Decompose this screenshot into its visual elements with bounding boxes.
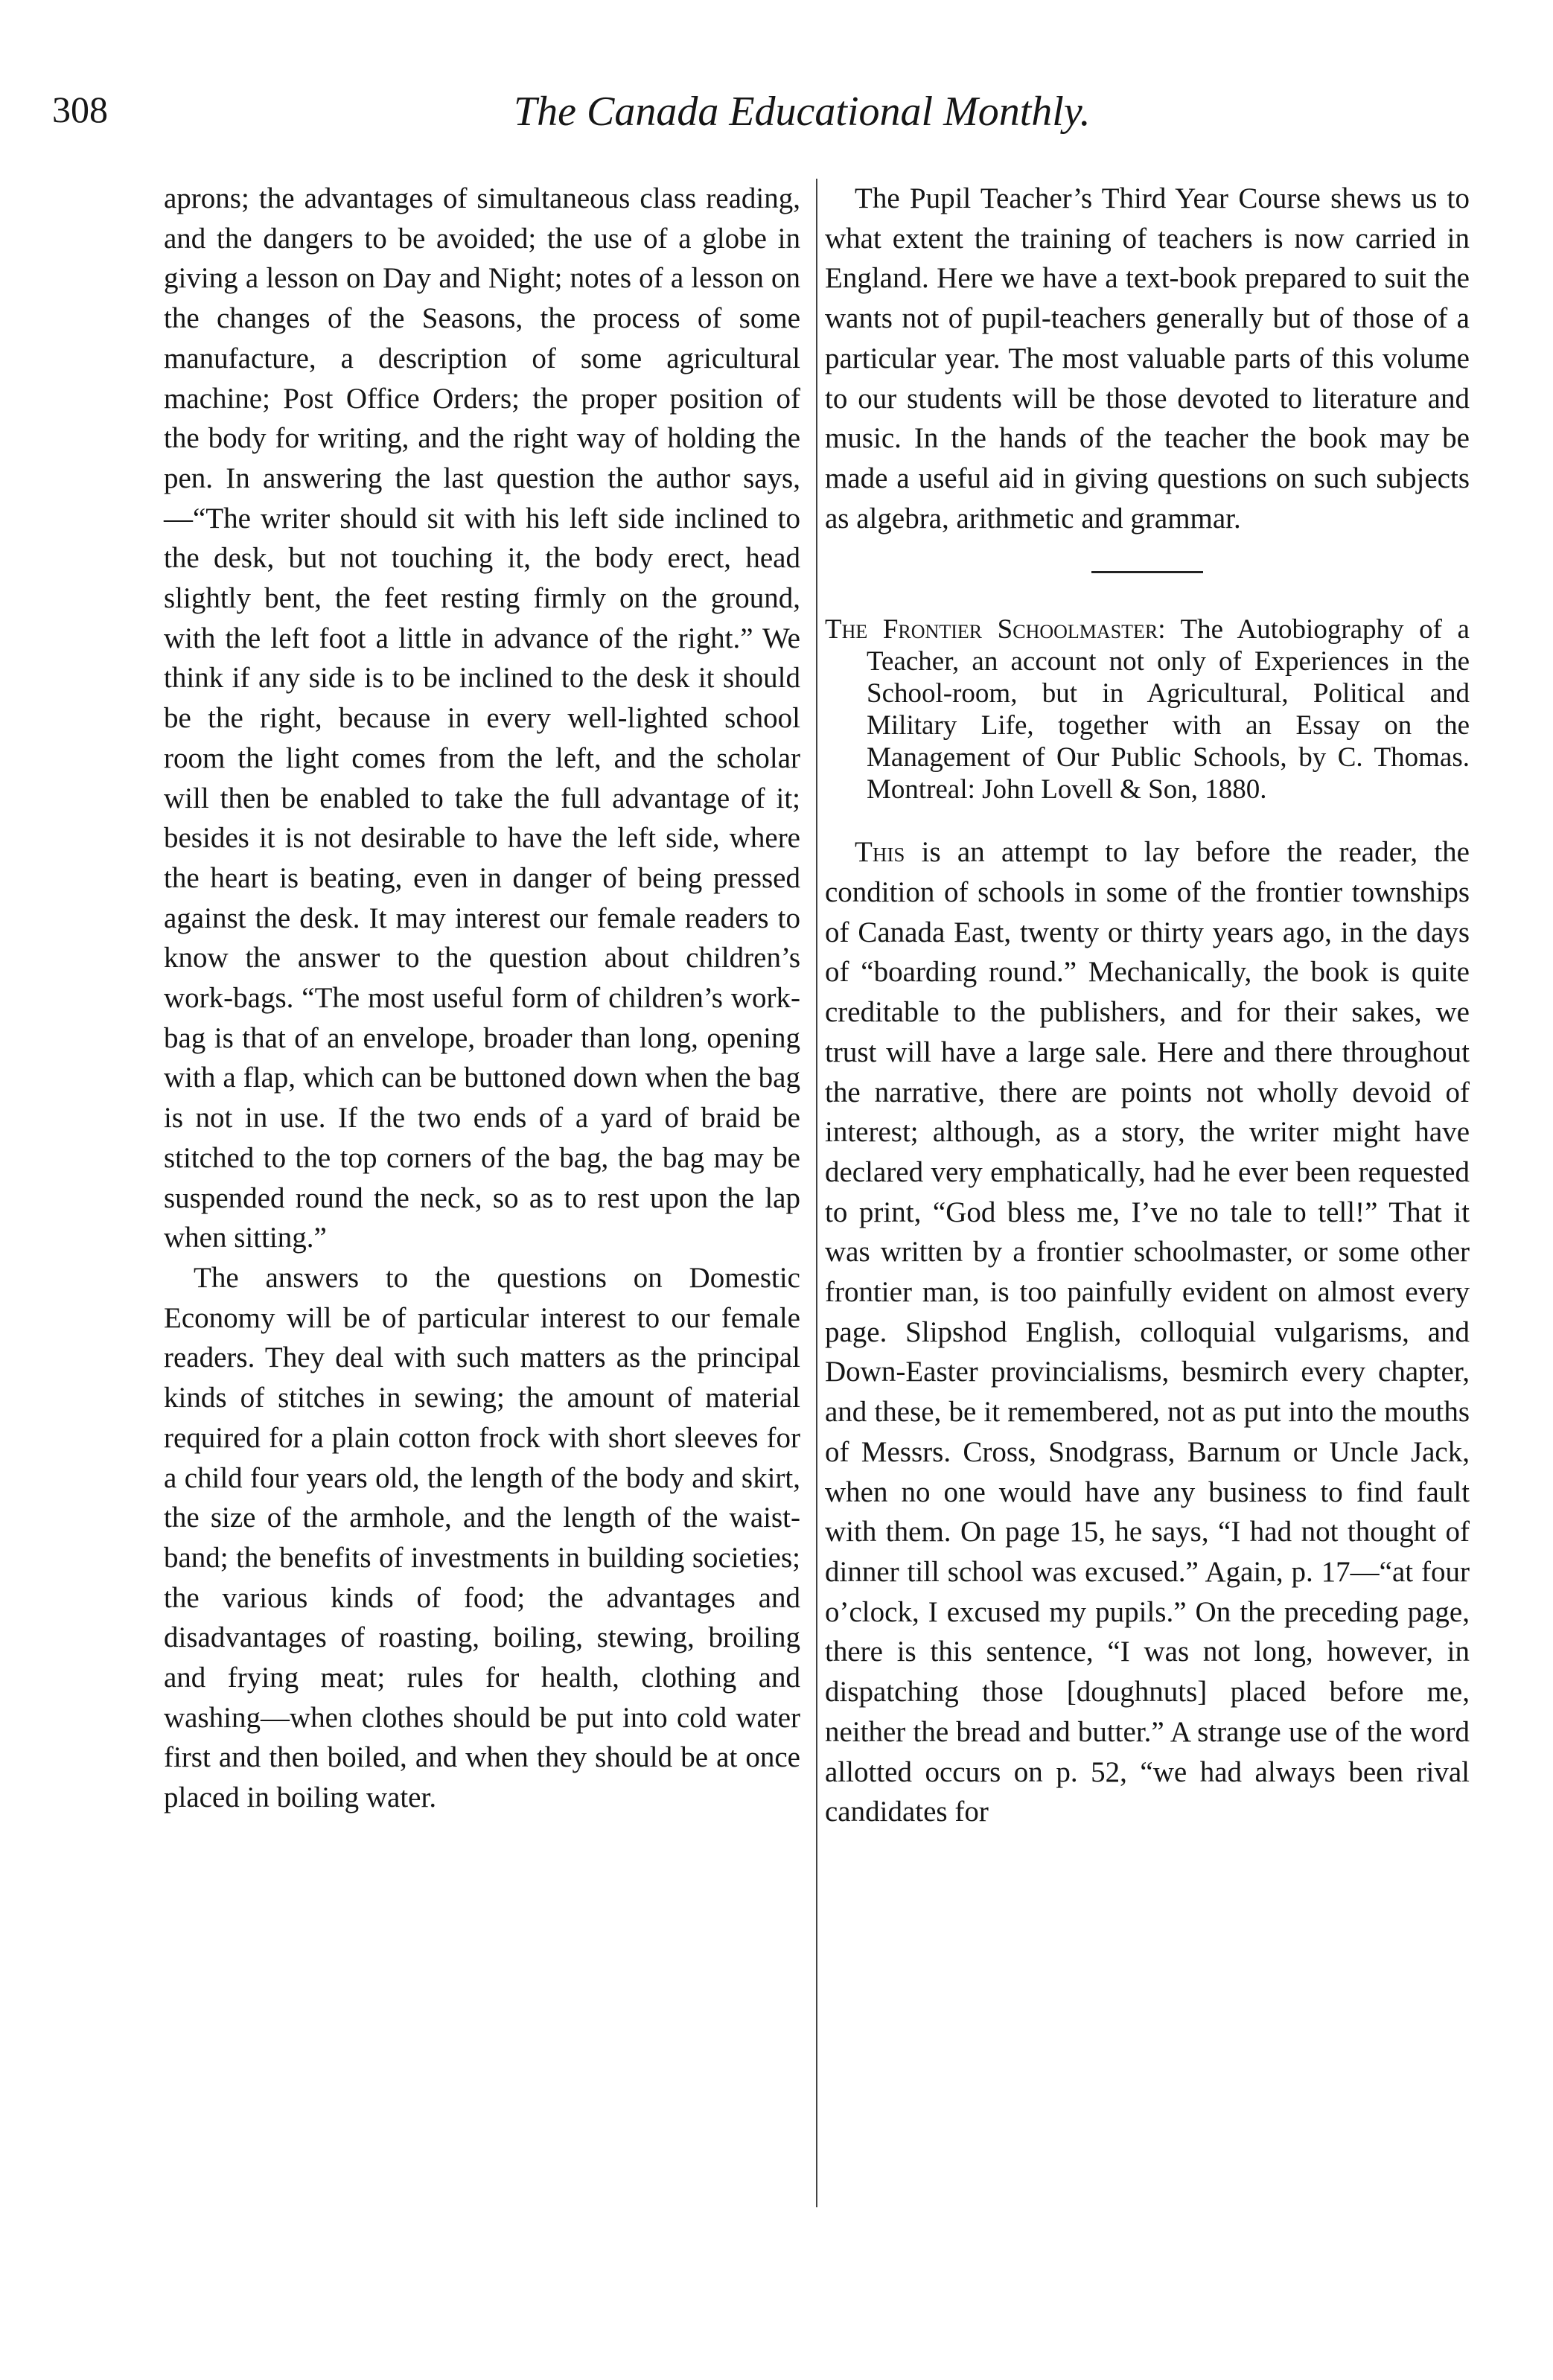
- running-title: The Canada Educational Monthly.: [514, 89, 1091, 135]
- page-number: 308: [52, 89, 108, 130]
- section-rule: [1091, 571, 1203, 573]
- paragraph: The answers to the questions on Domestic Economy will be of particular interest to our female readers. They deal with such matters as the principal kinds of stitches in sewing; the amount of material required for a plain cotton frock with short sleeves for a child four years old, the length of the body and skirt, the size of the armhole, and the length of the waist-band; the benefits of investments in building societies; the various kinds of food; the advantages and disadvantages of roasting, boiling, stewing, broiling and frying meat; rules for health, clothing and washing—when clothes should be put into cold water first and then boiled, and when they should be at once placed in boiling water.: [164, 1261, 800, 1814]
- column-divider: [816, 179, 817, 2207]
- page-header: [52, 88, 1489, 147]
- review-title: [825, 613, 1470, 805]
- review-text: is an attempt to lay before the reader, the condition of schools in some of the frontier townships of Canada East, twenty or thirty years ago, in the days of “boarding round.” Mechanically, the book is quite creditable to the publishers, and for their sakes, we trust will have a large sale. Here and there throughout the narrative, there are points not wholly devoid of interest; although, as a story, the writer might have declared very emphatically, had he ever been requested to print, “God bless me, I’ve no tale to tell!” That it was written by a frontier schoolmaster, or some other frontier man, is too painfully evident on almost every page. Slipshod English, colloquial vulgarisms, and Down-Easter provincialisms, besmirch every chapter, and these, be it remembered, not as put into the mouths of Messrs. Cross, Snodgrass, Barnum or Uncle Jack, when no one would have any business to find fault with them. On page 15, he says, “I had not thought of dinner till school was excused.” Again, p. 17—“at four o’clock, I excused my pupils.” On the preceding page, there is this sentence, “I was not long, however, in dispatching those [doughnuts] placed before me, neither the bread and butter.” A strange use of the word allotted occurs on p. 52, “we had always been rival candidates for: [825, 836, 1470, 1828]
- review-title-rest: The Autobiography of a Teacher, an account not only of Experiences in the School-room, but in Agricultural, Political and Military Life, together with an Essay on the Management of Our Public Schools, by C. Thomas. Montreal: John Lovell & Son, 1880.: [867, 614, 1470, 805]
- right-column: [825, 179, 1470, 1832]
- review-title-smallcaps: The Frontier Schoolmaster:: [825, 614, 1166, 645]
- paragraph: aprons; the advantages of simultaneous class reading, and the dangers to be avoided; the use of a globe in giving a lesson on Day and Night; notes of a lesson on the changes of the Seasons, the process of some manufacture, a description of some agricultural machine; Post Office Orders; the proper position of the body for writing, and the right way of holding the pen. In answering the last question the author says,—“The writer should sit with his left side inclined to the desk, but not touching it, the body erect, head slightly bent, the feet resting firmly on the ground, with the left foot a little in advance of the right.” We think if any side is to be inclined to the desk it should be the right, because in every well-lighted school room the light comes from the left, and the scholar will then be enabled to take the full advantage of it; besides it is not desirable to have the left side, where the heart is beating, even in danger of being pressed against the desk. It may interest our female readers to know the answer to the question about children’s work-bags. “The most useful form of children’s work-bag is that of an envelope, broader than long, opening with a flap, which can be buttoned down when the bag is not in use. If the two ends of a yard of braid be stitched to the top corners of the bag, the bag may be suspended round the neck, so as to rest upon the lap when sitting.”: [164, 182, 800, 1254]
- review-body: [825, 832, 1470, 1832]
- review-first-word: This: [855, 836, 905, 869]
- left-column: [164, 179, 800, 1818]
- paragraph: The Pupil Teacher’s Third Year Course shews us to what extent the training of teachers is now carried in England. Here we have a text-book prepared to suit the wants not of pupil-teachers generally but of those of a particular year. The most valuable parts of this volume to our students will be those devoted to literature and music. In the hands of the teacher the book may be made a useful aid in giving questions on such subjects as algebra, arithmetic and grammar.: [825, 182, 1470, 535]
